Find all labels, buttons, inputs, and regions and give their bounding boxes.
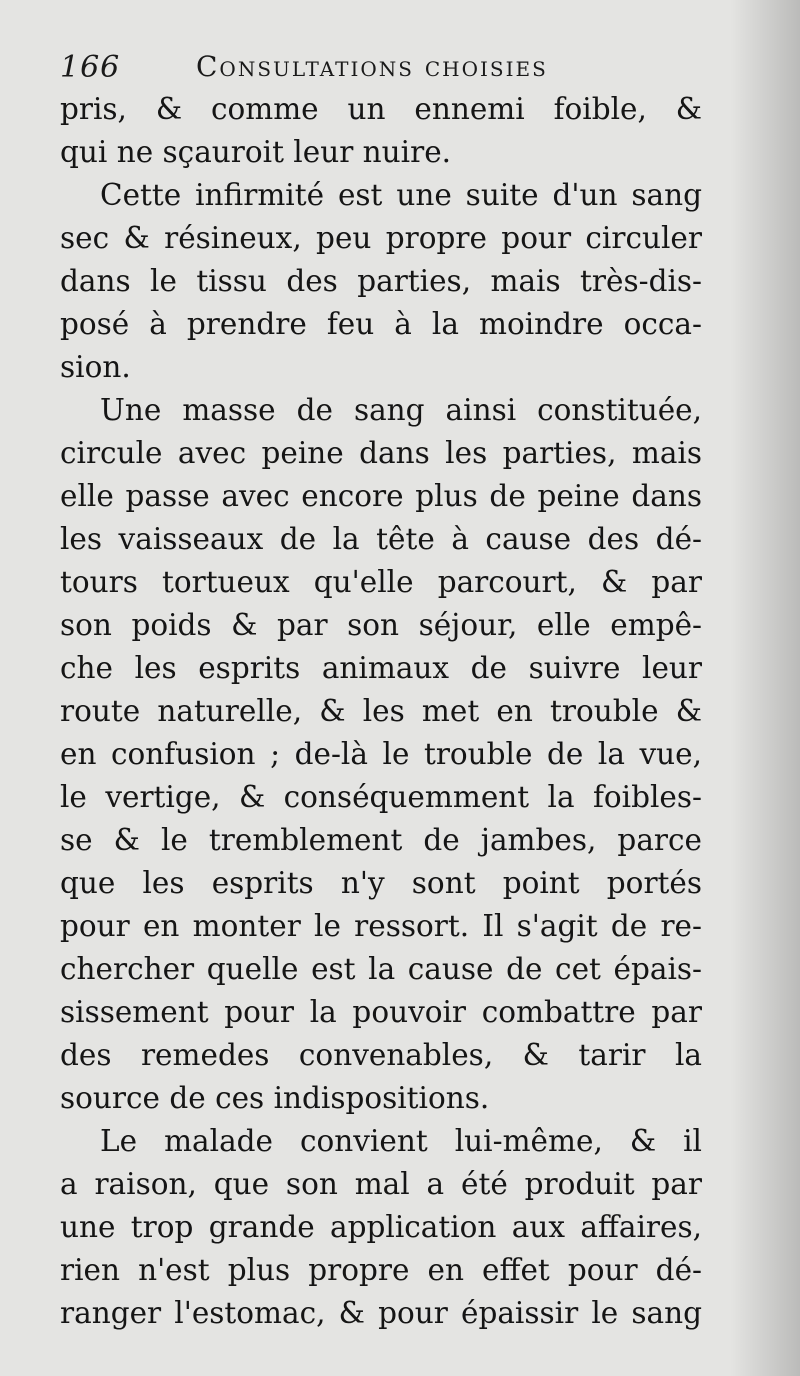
text-line: Une masse de sang ainsi constituée, <box>100 393 702 427</box>
text-line: une trop grande application aux affaires, <box>60 1210 702 1244</box>
page-number: 166 <box>60 50 121 85</box>
text-line: chercher quelle est la cause de cet épais- <box>60 952 702 986</box>
text-line: sissement pour la pouvoir combattre par <box>60 995 702 1029</box>
body-text <box>60 88 702 1335</box>
text-line: route naturelle, & les met en trouble & <box>60 694 702 728</box>
text-line: les vaisseaux de la tête à cause des dé- <box>60 522 702 556</box>
text-line: Cette infirmité est une suite d'un sang <box>100 178 702 212</box>
text-line: che les esprits animaux de suivre leur <box>60 651 702 685</box>
text-line: sec & résineux, peu propre pour circuler <box>60 221 702 255</box>
text-line: a raison, que son mal a été produit par <box>60 1167 702 1201</box>
running-head: Consultations choisies <box>196 50 548 83</box>
text-line: rien n'est plus propre en effet pour dé- <box>60 1253 702 1287</box>
text-line: ranger l'estomac, & pour épaissir le sang <box>60 1296 702 1330</box>
text-line: que les esprits n'y sont point portés <box>60 866 702 900</box>
text-line: pour en monter le ressort. Il s'agit de re- <box>60 909 702 943</box>
text-line: sion. <box>60 350 131 384</box>
text-line: des remedes convenables, & tarir la <box>60 1038 702 1072</box>
text-line: dans le tissu des parties, mais très-dis- <box>60 264 702 298</box>
text-line: circule avec peine dans les parties, mais <box>60 436 702 470</box>
text-line: Le malade convient lui-même, & il <box>100 1124 702 1158</box>
page-header <box>60 44 720 94</box>
text-line: pris, & comme un ennemi foible, & <box>60 92 702 126</box>
text-line: qui ne sçauroit leur nuire. <box>60 135 452 169</box>
text-line: le vertige, & conséquemment la foibles- <box>60 780 702 814</box>
text-line: en confusion ; de-là le trouble de la vue, <box>60 737 702 771</box>
text-line: tours tortueux qu'elle parcourt, & par <box>60 565 702 599</box>
text-line: source de ces indispositions. <box>60 1081 490 1115</box>
text-line: posé à prendre feu à la moindre occa- <box>60 307 702 341</box>
text-line: son poids & par son séjour, elle empê- <box>60 608 702 642</box>
text-line: se & le tremblement de jambes, parce <box>60 823 702 857</box>
text-line: elle passe avec encore plus de peine dans <box>60 479 702 513</box>
